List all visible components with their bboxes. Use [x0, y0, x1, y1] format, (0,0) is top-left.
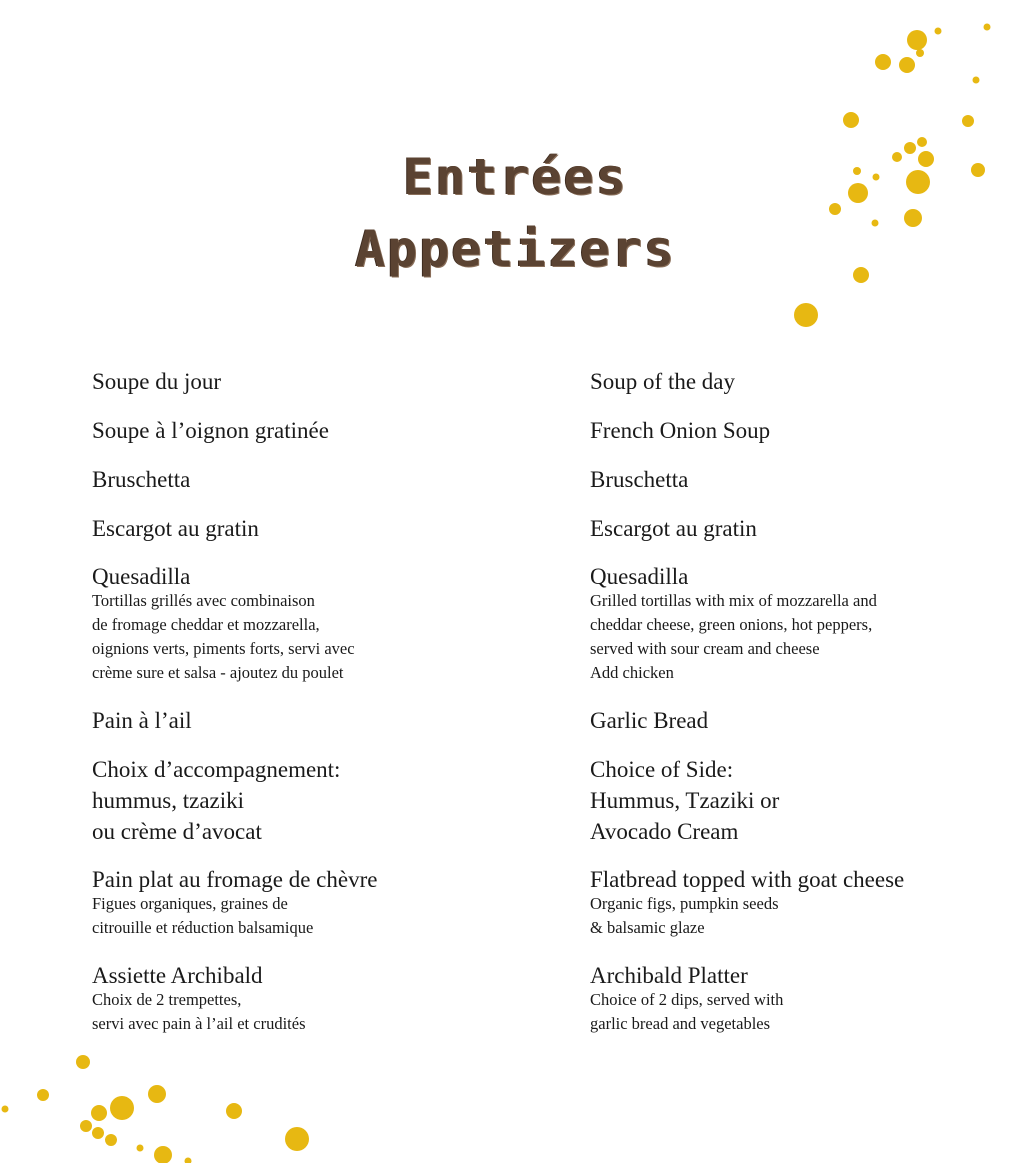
menu-item — [590, 513, 757, 544]
item-name: Soup of the day — [590, 369, 736, 394]
item-name: Quesadilla — [590, 564, 689, 589]
item-name: Archibald Platter — [590, 963, 748, 988]
menu-item — [92, 513, 259, 544]
item-name: Flatbread topped with goat cheese — [590, 867, 905, 892]
menu-item — [590, 366, 735, 397]
menu-item — [92, 561, 355, 685]
menu-item — [590, 415, 770, 446]
menu-item — [92, 464, 190, 495]
item-name: Soupe du jour — [92, 369, 222, 394]
item-name: Choix d’accompagnement: hummus, tzaziki ou crème d’avocat — [92, 757, 341, 844]
item-name: Choice of Side: Hummus, Tzaziki or Avocado Cream — [590, 757, 780, 844]
item-description: Grilled tortillas with mix of mozzarella and cheddar cheese, green onions, hot peppers, served with sour cream and cheese Add chicken — [590, 591, 877, 682]
menu-item — [92, 705, 192, 736]
item-name: Soupe à l’oignon gratinée — [92, 418, 329, 443]
item-description: Organic figs, pumpkin seeds & balsamic glaze — [590, 894, 779, 937]
menu-item — [590, 705, 708, 736]
item-description: Tortillas grillés avec combinaison de fromage cheddar et mozzarella, oignions verts, piments forts, servi avec crème sure et salsa - ajoutez du poulet — [92, 591, 355, 682]
item-name: Quesadilla — [92, 564, 191, 589]
menu-item — [590, 754, 779, 847]
menu-item — [590, 864, 904, 940]
item-name: Assiette Archibald — [92, 963, 263, 988]
item-name: Bruschetta — [590, 467, 689, 492]
item-name: Escargot au gratin — [590, 516, 757, 541]
menu-item — [92, 415, 329, 446]
bottom-left-dots — [2, 1055, 310, 1163]
item-name: French Onion Soup — [590, 418, 771, 443]
menu-item — [92, 754, 340, 847]
item-description: Choix de 2 trempettes, servi avec pain à l’ail et crudités — [92, 990, 306, 1033]
menu-item — [92, 366, 221, 397]
item-description: Choice of 2 dips, served with garlic bread and vegetables — [590, 990, 784, 1033]
menu-item — [92, 960, 306, 1036]
menu-item — [590, 960, 783, 1036]
menu-item — [590, 561, 877, 685]
item-name: Escargot au gratin — [92, 516, 259, 541]
title-french: Entrées — [403, 148, 628, 206]
menu-item — [92, 864, 377, 940]
item-name: Garlic Bread — [590, 708, 709, 733]
item-name: Pain à l’ail — [92, 708, 192, 733]
menu-item — [590, 464, 688, 495]
item-description: Figues organiques, graines de citrouille et réduction balsamique — [92, 894, 314, 937]
item-name: Pain plat au fromage de chèvre — [92, 867, 378, 892]
title-english: Appetizers — [354, 220, 677, 278]
item-name: Bruschetta — [92, 467, 191, 492]
